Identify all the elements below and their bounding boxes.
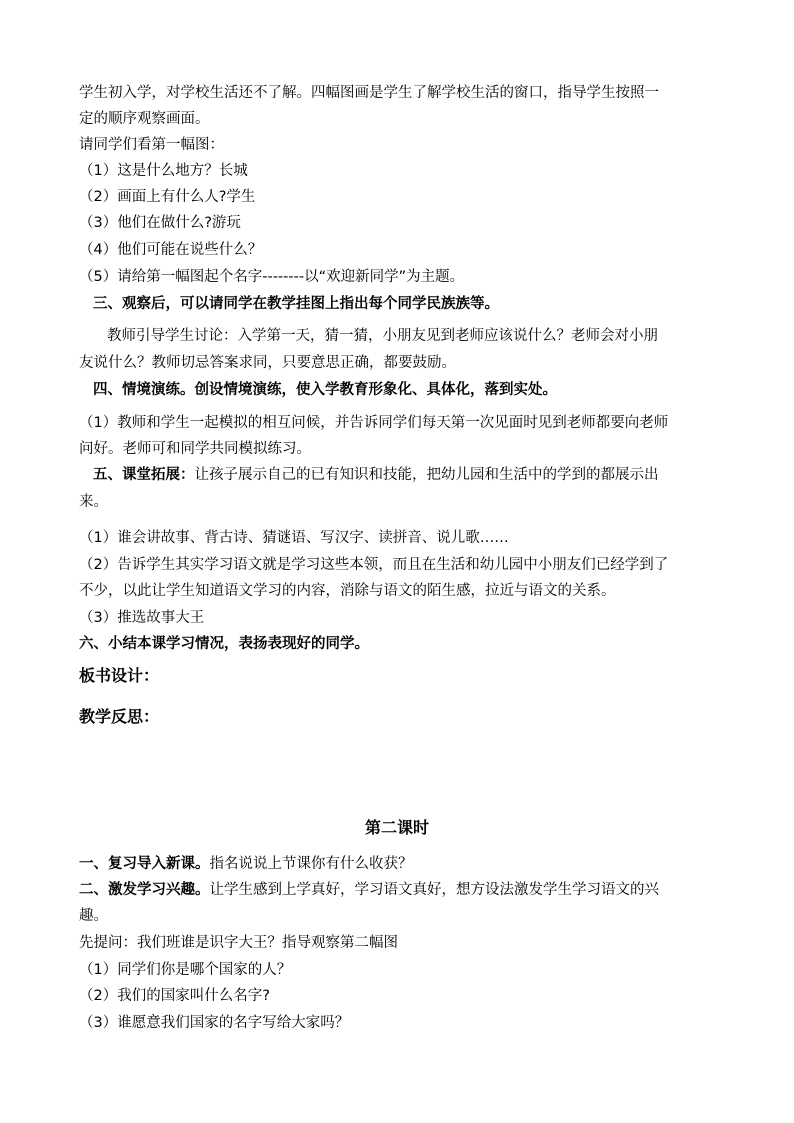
intro-line-2: 定的顺序观察画面。 — [79, 111, 210, 127]
step-5-text: 让孩子展示自己的已有知识和技能，把幼儿园和生活中的学到的都展示出 — [194, 467, 659, 483]
question-4: （4）他们可能在说些什么？ — [79, 242, 263, 258]
question-1: （1）这是什么地方？长城 — [79, 163, 248, 179]
lesson-2-step-2-line — [79, 880, 719, 900]
step-5-continued: 来。 — [79, 494, 108, 510]
lesson-2-step-2-text: 让学生感到上学真好，学习语文真好，想方设法激发学生学习语文的兴 — [209, 882, 659, 898]
lesson-2-step-2-title: 二、激发学习兴趣。 — [79, 882, 210, 898]
step-5-title: 五、课堂拓展： — [93, 467, 195, 483]
extension-2-line-2: 不少，以此让学生知道语文学习的内容，消除与语文的陌生感，拉近与语文的关系。 — [79, 583, 616, 599]
look-first-picture: 请同学们看第一幅图： — [79, 137, 224, 153]
extension-3: （3）推选故事大王 — [79, 610, 205, 626]
step-4-heading: 四、情境演练。创设情境演练，使入学教育形象化、具体化，落到实处。 — [93, 382, 557, 398]
question-2: （2）画面上有什么人?学生 — [79, 189, 256, 205]
lesson-2-title: 第二课时 — [364, 818, 429, 837]
lesson-2-question-1: （1）同学们你是哪个国家的人？ — [79, 962, 292, 978]
extension-2-line-1: （2）告诉学生其实学习语文就是学习这些本领，而且在生活和幼儿园中小朋友们已经学到了 — [79, 557, 669, 573]
discussion-line-2: 友说什么？教师切忌答案求同，只要意思正确，都要鼓励。 — [79, 355, 456, 371]
lesson-2-step-1-title: 一、复习导入新课。 — [79, 856, 210, 872]
lesson-2-question-2: （2）我们的国家叫什么名字? — [79, 988, 270, 1004]
simulation-line-2: 问好。老师可和同学共同模拟练习。 — [79, 441, 311, 457]
step-3-heading: 三、观察后，可以请同学在教学挂图上指出每个同学民族族等。 — [93, 296, 499, 312]
lesson-2-ask: 先提问：我们班谁是识字大王？指导观察第二幅图 — [79, 935, 398, 951]
extension-1: （1）谁会讲故事、背古诗、猜谜语、写汉字、读拼音、说儿歌…… — [79, 530, 509, 546]
board-design-heading: 板书设计： — [79, 666, 160, 685]
lesson-2-question-3: （3）谁愿意我们国家的名字写给大家吗？ — [79, 1015, 350, 1031]
question-5: （5）请给第一幅图起个名字--------以“欢迎新同学”为主题。 — [79, 269, 465, 285]
lesson-2-step-1-line — [79, 854, 719, 874]
reflection-heading: 教学反思： — [79, 707, 160, 726]
step-5-line — [93, 465, 733, 485]
simulation-line-1: （1）教师和学生一起模拟的相互问候，并告诉同学们每天第一次见面时见到老师都要向老师 — [79, 415, 669, 431]
lesson-2-step-2-continued: 趣。 — [79, 908, 108, 924]
step-6-heading: 六、小结本课学习情况，表扬表现好的同学。 — [79, 636, 369, 652]
lesson-2-step-1-text: 指名说说上节课你有什么收获？ — [209, 856, 413, 872]
intro-line-1: 学生初入学，对学校生活还不了解。四幅图画是学生了解学校生活的窗口，指导学生按照一 — [79, 85, 659, 101]
question-3: （3）他们在做什么?游玩 — [79, 215, 241, 231]
discussion-line-1: 教师引导学生讨论：入学第一天，猜一猜，小朋友见到老师应该说什么？老师会对小朋 — [107, 328, 658, 344]
